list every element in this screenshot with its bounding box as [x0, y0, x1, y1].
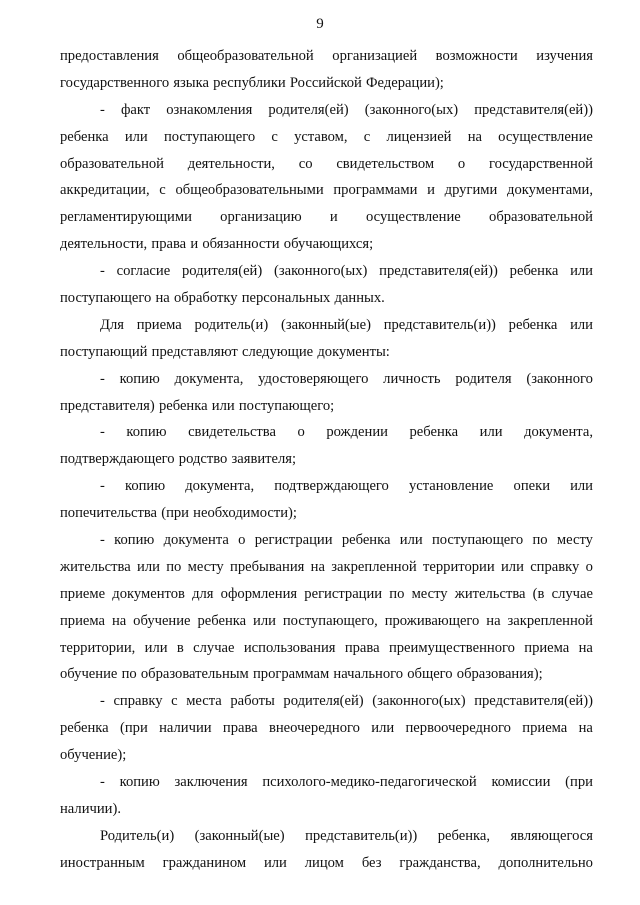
text-line: территории, или в случае использования права преимущественного приема на	[60, 639, 593, 656]
text-line: жительства или по месту пребывания на закрепленной территории или справку о	[60, 558, 593, 575]
text-line: ребенка (при наличии права внеочередного или первоочередного приема на	[60, 720, 593, 737]
text-line: Для приема родитель(и) (законный(ые) представитель(и)) ребенка или	[100, 316, 593, 333]
paragraph	[60, 43, 593, 97]
paragraph	[60, 258, 593, 312]
paragraph	[60, 473, 593, 527]
text-line: поступающего на обработку персональных данных.	[60, 290, 385, 307]
text-line: регламентирующими организацию и осуществление образовательной	[60, 209, 593, 226]
text-line: - справку с места работы родителя(ей) (законного(ых) представителя(ей))	[100, 693, 593, 710]
paragraph	[60, 527, 593, 688]
text-line: подтверждающего родство заявителя;	[60, 451, 297, 468]
paragraph	[60, 688, 593, 769]
text-line: - копию документа, удостоверяющего личность родителя (законного	[100, 370, 593, 387]
paragraph	[60, 97, 593, 258]
text-line: представителя) ребенка или поступающего;	[60, 397, 335, 414]
text-line: поступающий представляют следующие документы:	[60, 343, 390, 360]
text-line: приема на обучение ребенка или поступающего, проживающего на закрепленной	[60, 612, 593, 629]
text-line: предоставления общеобразовательной организацией возможности изучения	[60, 48, 593, 64]
text-line: - копию заключения психолого-медико-педагогической комиссии (при	[100, 774, 593, 791]
text-line: - согласие родителя(ей) (законного(ых) представителя(ей)) ребенка или	[100, 263, 593, 280]
paragraph	[60, 312, 593, 366]
page-number: 9	[316, 16, 324, 32]
text-line: попечительства (при необходимости);	[60, 505, 297, 522]
text-line: обучение);	[60, 747, 127, 764]
text-line: образовательной деятельности, со свидетельством о государственной	[60, 155, 593, 172]
text-line: - копию документа о регистрации ребенка или поступающего по месту	[100, 532, 593, 549]
text-line: - факт ознакомления родителя(ей) (законного(ых) представителя(ей))	[100, 101, 593, 118]
paragraph	[60, 769, 593, 823]
paragraph	[60, 366, 593, 420]
paragraph	[60, 823, 593, 877]
text-line: государственного языка республики Российской Федерации);	[60, 74, 444, 91]
text-line: - копию документа, подтверждающего установление опеки или	[100, 478, 593, 495]
paragraph	[60, 419, 593, 473]
text-line: приеме документов для оформления регистрации по месту жительства (в случае	[60, 585, 593, 602]
text-line: наличии).	[60, 800, 121, 817]
text-line: Родитель(и) (законный(ые) представитель(и)) ребенка, являющегося	[100, 827, 593, 844]
text-line: - копию свидетельства о рождении ребенка или документа,	[100, 424, 593, 441]
text-line: аккредитации, с общеобразовательными программами и другими документами,	[60, 182, 593, 199]
text-line: ребенка или поступающего с уставом, с лицензией на осуществление	[60, 128, 593, 145]
document-body	[60, 43, 593, 877]
text-line: иностранным гражданином или лицом без гражданства, дополнительно	[60, 854, 593, 871]
text-line: обучение по образовательным программам начального общего образования);	[60, 666, 543, 683]
text-line: деятельности, права и обязанности обучающихся;	[60, 236, 374, 253]
